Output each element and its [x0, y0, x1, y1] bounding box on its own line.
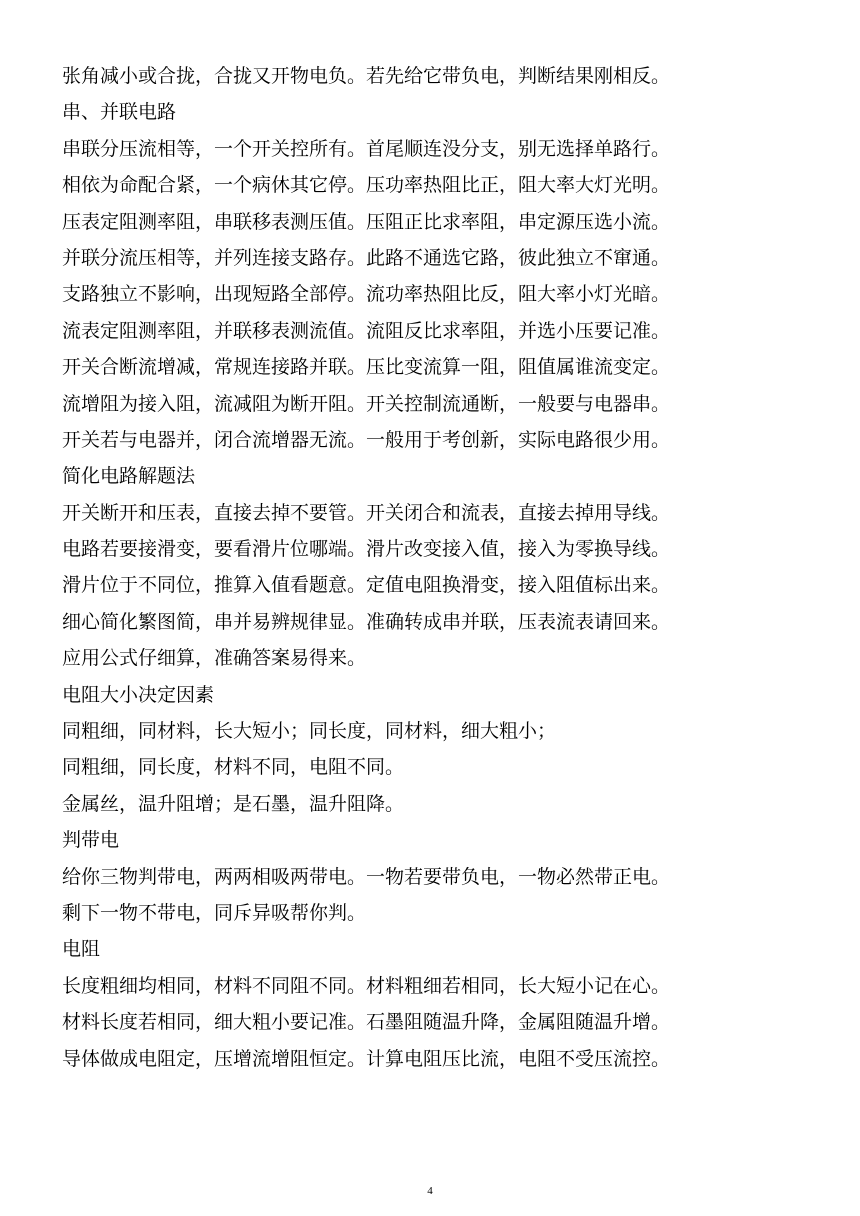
text-line: 材料长度若相同，细大粗小要记准。石墨阻随温升降，金属阻随温升增。: [62, 1011, 671, 1034]
text-line: 压表定阻测率阻，串联移表测压值。压阻正比求率阻，串定源压选小流。: [62, 210, 671, 233]
text-line: 相依为命配合紧，一个病休其它停。压功率热阻比正，阻大率大灯光明。: [62, 174, 671, 197]
text-line: 金属丝，温升阻增；是石墨，温升阻降。: [62, 792, 405, 815]
document-body: [62, 58, 822, 1077]
section-heading: 判带电: [62, 829, 120, 852]
text-line: 开关断开和压表，直接去掉不要管。开关闭合和流表，直接去掉用导线。: [62, 501, 671, 524]
text-line: 同粗细，同材料，长大短小；同长度，同材料，细大粗小；: [62, 720, 557, 743]
text-line: 剩下一物不带电，同斥异吸帮你判。: [62, 901, 367, 924]
text-line: 张角减小或合拢，合拢又开物电负。若先给它带负电，判断结果刚相反。: [62, 65, 671, 87]
text-line: 支路独立不影响，出现短路全部停。流功率热阻比反，阻大率小灯光暗。: [62, 283, 671, 306]
text-line: 并联分流压相等，并列连接支路存。此路不通选它路，彼此独立不窜通。: [62, 246, 671, 269]
text-line: 开关若与电器并，闭合流增器无流。一般用于考创新，实际电路很少用。: [62, 428, 671, 451]
text-line: 应用公式仔细算，准确答案易得来。: [62, 647, 367, 670]
text-line: 电路若要接滑变，要看滑片位哪端。滑片改变接入值，接入为零换导线。: [62, 538, 671, 561]
section-heading: 电阻: [62, 938, 101, 961]
text-line: 细心简化繁图简，串并易辨规律显。准确转成串并联，压表流表请回来。: [62, 610, 671, 633]
text-line: 串联分压流相等，一个开关控所有。首尾顺连没分支，别无选择单路行。: [62, 137, 671, 160]
text-line: 滑片位于不同位，推算入值看题意。定值电阻换滑变，接入阻值标出来。: [62, 574, 671, 597]
text-line: 给你三物判带电，两两相吸两带电。一物若要带负电，一物必然带正电。: [62, 865, 671, 888]
section-heading: 简化电路解题法: [62, 465, 196, 488]
text-line: 导体做成电阻定，压增流增阻恒定。计算电阻压比流，电阻不受压流控。: [62, 1047, 671, 1070]
section-heading: 电阻大小决定因素: [62, 683, 215, 706]
text-line: 同粗细，同长度，材料不同，电阻不同。: [62, 756, 405, 779]
text-line: 流增阻为接入阻，流减阻为断开阻。开关控制流通断，一般要与电器串。: [62, 392, 671, 415]
page-number: 4: [427, 1185, 433, 1197]
section-heading: 串、并联电路: [62, 101, 177, 124]
text-line: 长度粗细均相同，材料不同阻不同。材料粗细若相同，长大短小记在心。: [62, 974, 671, 997]
text-line: 开关合断流增减，常规连接路并联。压比变流算一阻，阻值属谁流变定。: [62, 356, 671, 379]
text-line: 流表定阻测率阻，并联移表测流值。流阻反比求率阻，并选小压要记准。: [62, 319, 671, 342]
